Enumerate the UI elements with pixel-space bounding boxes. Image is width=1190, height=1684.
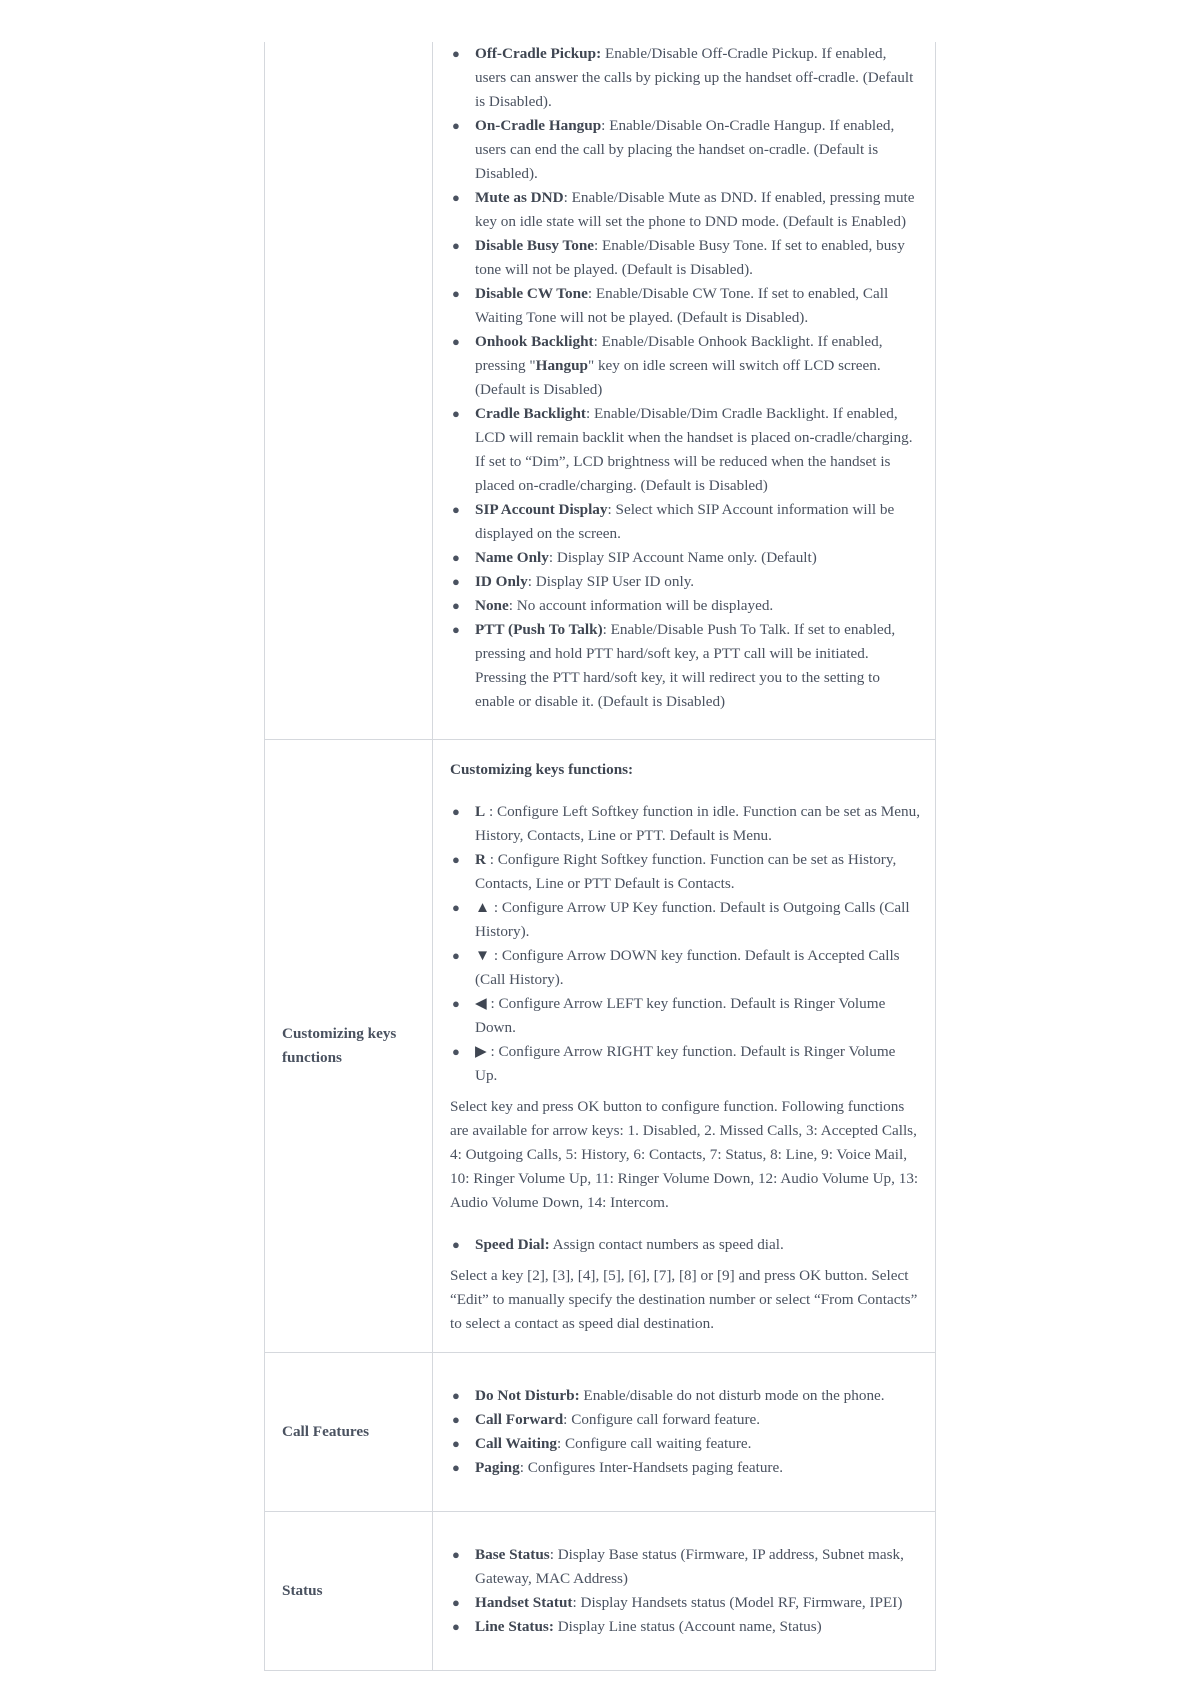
- bullet-icon: ●: [452, 238, 460, 253]
- item-term: Call Forward: [475, 1410, 564, 1428]
- item-text: : Configure Arrow LEFT key function. Default is Ringer Volume Down.: [475, 994, 886, 1036]
- item-text: : Enable/Disable Onhook Backlight. If enabled, pressing ": [475, 333, 883, 374]
- item-text: : Display Handsets status (Model RF, Firmware, IPEI): [572, 1593, 903, 1611]
- spacer: [450, 1088, 921, 1095]
- item-term: Name Only: [475, 549, 549, 566]
- item-term: Paging: [475, 1458, 520, 1476]
- item-text: : Display SIP User ID only.: [527, 573, 695, 590]
- bullet-icon: ●: [452, 46, 460, 61]
- bullet-icon: ●: [452, 406, 460, 421]
- list-item-sip-account-display: [452, 498, 921, 546]
- item-text: : Display Base status (Firmware, IP address, Subnet mask, Gateway, MAC Address): [475, 1545, 904, 1587]
- item-term: None: [475, 597, 509, 614]
- bullet-icon: ●: [452, 502, 460, 517]
- item-text: : Configure Right Softkey function. Function can be set as History, Contacts, Line or PTT Default is Contacts.: [475, 850, 897, 892]
- item-text: : Enable/Disable Mute as DND. If enabled, pressing mute key on idle state will set the phone to DND mode. (Default is Enabled): [475, 189, 915, 230]
- item-text: : Display SIP Account Name only. (Default): [548, 549, 817, 566]
- list-item-none: [452, 594, 921, 618]
- item-text: " key on idle screen will switch off LCD screen. (Default is Disabled): [475, 357, 881, 398]
- bullet-icon: ●: [452, 1043, 460, 1059]
- key-function-list: [450, 800, 921, 1088]
- status-list: [450, 1543, 921, 1639]
- hangup-key-label: Hangup: [535, 357, 588, 374]
- bullet-icon: ●: [452, 1459, 460, 1475]
- item-text: : Configure Arrow UP Key function. Default is Outgoing Calls (Call History).: [475, 898, 910, 940]
- list-item-name-only: [452, 546, 921, 570]
- row-content: [433, 739, 936, 1352]
- settings-table: [264, 42, 936, 1671]
- item-term: Onhook Backlight: [475, 333, 594, 350]
- table-row-customizing-keys: [265, 739, 936, 1352]
- row-label: Call Features: [265, 1352, 433, 1511]
- bullet-icon: ●: [452, 550, 460, 565]
- row-content: [433, 1352, 936, 1511]
- list-item-left-softkey: [452, 800, 921, 848]
- arrow-right-icon: ▶: [475, 1042, 487, 1060]
- bullet-icon: ●: [452, 1618, 460, 1634]
- list-item-call-waiting: [452, 1432, 921, 1456]
- item-term: Call Waiting: [475, 1434, 558, 1452]
- spacer: [450, 1257, 921, 1264]
- list-item-handset-status: [452, 1591, 921, 1615]
- item-term: Speed Dial:: [475, 1235, 550, 1253]
- table-row-call-features: [265, 1352, 936, 1511]
- item-term: ID Only: [475, 573, 528, 590]
- list-item-disable-busy-tone: [452, 234, 921, 282]
- bullet-icon: ●: [452, 334, 460, 349]
- item-text: : Enable/Disable Push To Talk. If set to enabled, pressing and hold PTT hard/soft key, a PTT call will be initiated. Pressing the PTT hard/soft key, it will redirect you to the setting to enable or disable it. (Default is Disabled): [475, 621, 896, 710]
- arrow-down-icon: ▼: [475, 946, 491, 964]
- bullet-icon: ●: [452, 995, 460, 1011]
- list-item-mute-as-dnd: [452, 186, 921, 234]
- bullet-icon: ●: [452, 947, 460, 963]
- row-label: Status: [265, 1511, 433, 1670]
- item-text: Display Line status (Account name, Status): [553, 1617, 822, 1635]
- bullet-icon: ●: [452, 1236, 460, 1252]
- bullet-icon: ●: [452, 1435, 460, 1451]
- list-item-cradle-backlight: [452, 402, 921, 498]
- item-text: : Enable/Disable On-Cradle Hangup. If enabled, users can end the call by placing the handset on-cradle. (Default is Disabled).: [475, 117, 895, 182]
- item-term: Cradle Backlight: [475, 405, 586, 422]
- item-term: Disable Busy Tone: [475, 237, 595, 254]
- list-item-onhook-backlight: [452, 330, 921, 402]
- item-term: Base Status: [475, 1545, 550, 1563]
- item-term: Handset Statut: [475, 1593, 573, 1611]
- spacer: [450, 1215, 921, 1233]
- list-item-arrow-right: [452, 1040, 921, 1088]
- item-text: Enable/disable do not disturb mode on the phone.: [579, 1386, 885, 1404]
- bullet-icon: ●: [452, 598, 460, 613]
- list-item-line-status: [452, 1615, 921, 1639]
- item-term: On-Cradle Hangup: [475, 117, 602, 134]
- section-title: Customizing keys functions:: [450, 760, 634, 778]
- bullet-icon: ●: [452, 190, 460, 205]
- item-text: : Enable/Disable Busy Tone. If set to enabled, busy tone will not be played. (Default is Disabled).: [475, 237, 905, 278]
- bullet-icon: ●: [452, 286, 460, 301]
- feature-list: [450, 42, 921, 714]
- list-item-speed-dial: [452, 1233, 921, 1257]
- list-item-off-cradle-pickup: [452, 42, 921, 114]
- item-text: : Enable/Disable/Dim Cradle Backlight. If enabled, LCD will remain backlit when the handset is placed on-cradle/charging. If set to “Dim”, LCD brightness will be reduced when the handset is placed on-cradle/charging. (Default is Disabled): [475, 405, 913, 494]
- bullet-icon: ●: [452, 1387, 460, 1403]
- item-text: Assign contact numbers as speed dial.: [549, 1235, 784, 1253]
- list-item-call-forward: [452, 1408, 921, 1432]
- bullet-icon: ●: [452, 1411, 460, 1427]
- list-item-paging: [452, 1456, 921, 1480]
- item-term: Off-Cradle Pickup:: [475, 45, 602, 62]
- speed-dial-paragraph: Select a key [2], [3], [4], [5], [6], [7], [8] or [9] and press OK button. Select “Edit” to manually specify the destination number or select “From Contacts” to select a contact as speed dial destination.: [450, 1266, 918, 1332]
- row-content: [433, 1511, 936, 1670]
- item-term: SIP Account Display: [475, 501, 608, 518]
- item-text: : Configure call waiting feature.: [557, 1434, 752, 1452]
- bullet-icon: ●: [452, 1546, 460, 1562]
- arrow-keys-paragraph: Select key and press OK button to configure function. Following functions are available for arrow keys: 1. Disabled, 2. Missed Calls, 3: Accepted Calls, 4: Outgoing Calls, 5: History, 6: Contacts, 7: Status, 8: Line, 9: Voice Mail, 10: Ringer Volume Up, 11: Ringer Volume Down, 12: Audio Volume Up, 13: Audio Volume Down, 14: Intercom.: [450, 1097, 919, 1211]
- bullet-icon: ●: [452, 851, 460, 867]
- item-text: : Configures Inter-Handsets paging feature.: [519, 1458, 784, 1476]
- bullet-icon: ●: [452, 899, 460, 915]
- table-row-status: [265, 1511, 936, 1670]
- bullet-icon: ●: [452, 1594, 460, 1610]
- table-row-display-settings: [265, 42, 936, 739]
- item-term: Mute as DND: [475, 189, 564, 206]
- bullet-icon: ●: [452, 574, 460, 589]
- list-item-id-only: [452, 570, 921, 594]
- list-item-right-softkey: [452, 848, 921, 896]
- item-term: Disable CW Tone: [475, 285, 588, 302]
- call-features-list: [450, 1384, 921, 1480]
- item-text: : Select which SIP Account information will be displayed on the screen.: [475, 501, 895, 542]
- list-item-ptt: [452, 618, 921, 714]
- list-item-do-not-disturb: [452, 1384, 921, 1408]
- speed-dial-list: [450, 1233, 921, 1257]
- item-term: Line Status:: [475, 1617, 554, 1635]
- arrow-up-icon: ▲: [475, 898, 491, 916]
- item-term: R: [475, 850, 486, 868]
- row-content: [433, 42, 936, 739]
- item-term: Do Not Disturb:: [475, 1386, 580, 1404]
- list-item-arrow-up: [452, 896, 921, 944]
- list-item-base-status: [452, 1543, 921, 1591]
- list-item-disable-cw-tone: [452, 282, 921, 330]
- list-item-on-cradle-hangup: [452, 114, 921, 186]
- arrow-left-icon: ◀: [475, 994, 487, 1012]
- row-label: Customizing keys functions: [265, 739, 433, 1352]
- bullet-icon: ●: [452, 622, 460, 637]
- item-term: L: [475, 802, 486, 820]
- item-text: : Configure Arrow DOWN key function. Default is Accepted Calls (Call History).: [475, 946, 900, 988]
- item-text: : Configure call forward feature.: [563, 1410, 761, 1428]
- bullet-icon: ●: [452, 803, 460, 819]
- item-text: : Enable/Disable CW Tone. If set to enabled, Call Waiting Tone will not be played. (Default is Disabled).: [475, 285, 889, 326]
- bullet-icon: ●: [452, 118, 460, 133]
- item-text: Enable/Disable Off-Cradle Pickup. If enabled, users can answer the calls by picking up the handset off-cradle. (Default is Disabled).: [475, 45, 914, 110]
- item-text: : No account information will be displayed.: [508, 597, 774, 614]
- item-text: : Configure Left Softkey function in idle. Function can be set as Menu, History, Contacts, Line or PTT. Default is Menu.: [475, 802, 921, 844]
- row-label: [265, 42, 433, 739]
- item-text: : Configure Arrow RIGHT key function. Default is Ringer Volume Up.: [475, 1042, 896, 1084]
- list-item-arrow-down: [452, 944, 921, 992]
- list-item-arrow-left: [452, 992, 921, 1040]
- item-term: PTT (Push To Talk): [475, 621, 603, 638]
